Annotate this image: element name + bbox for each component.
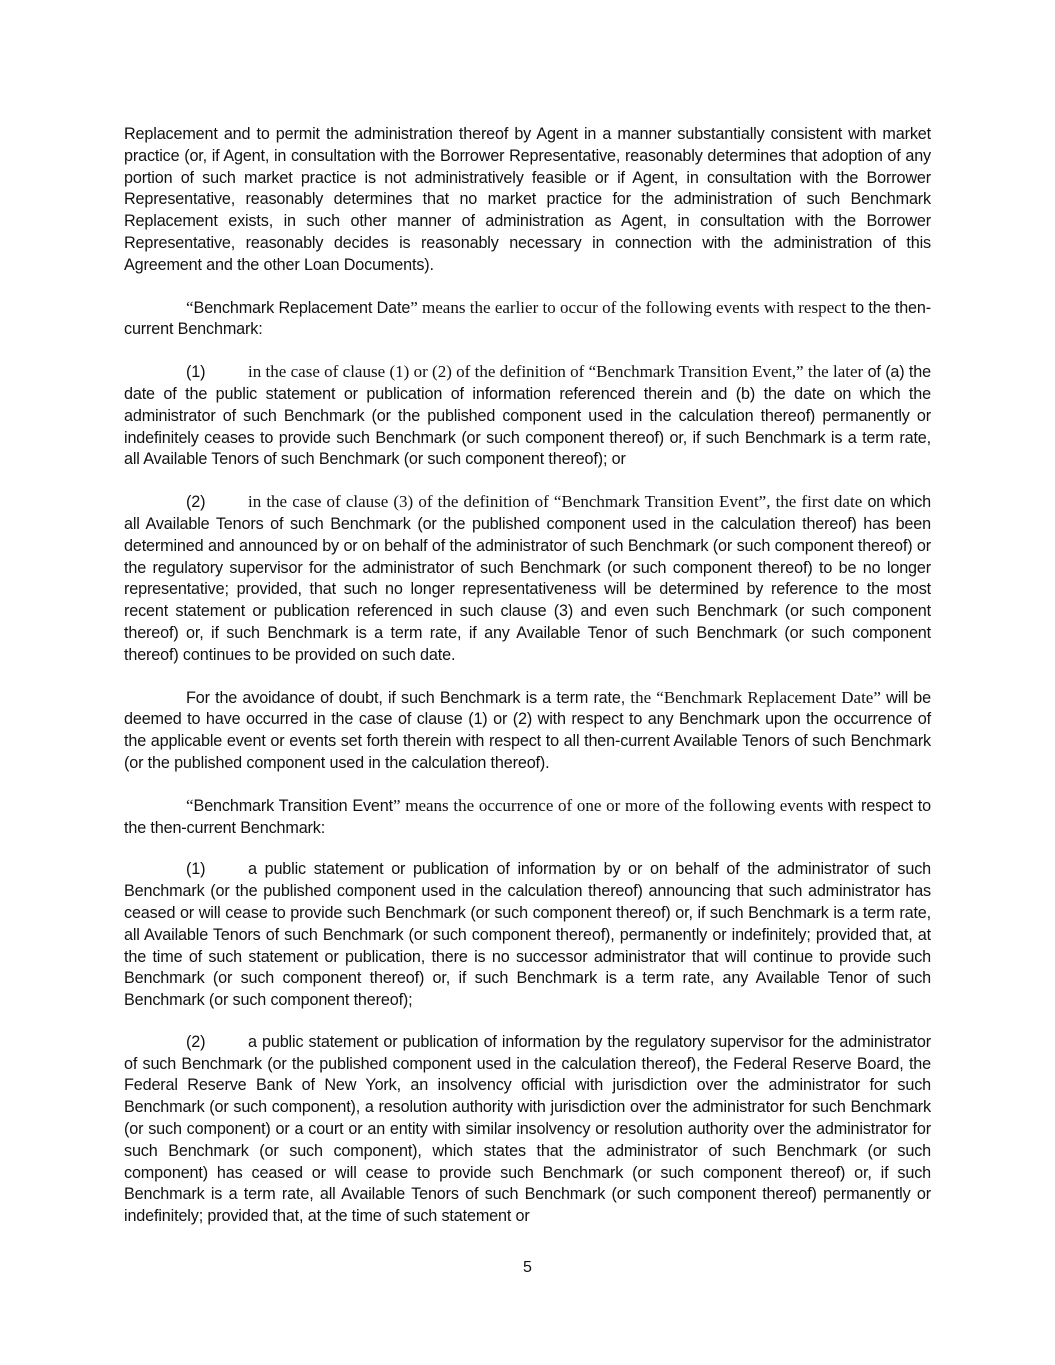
open-quote: “ (186, 795, 194, 815)
document-body (124, 124, 931, 1248)
event-item-1 (124, 859, 931, 1012)
clause-continuation: of (a) the date of the public statement or publication of information referenced therein and (b) the date on which the administrator of such Benchmark (or the published component used in the calculation thereof) permanently or indefinitely ceases to provide such Benchmark (or such component thereof) or, if such Benchmark is a term rate, all Available Tenors of such Benchmark (or such component thereof); or (124, 363, 931, 469)
clause-lead-text: in the case of clause (1) or (2) of the definition of “Benchmark Transition Event,” the later (248, 362, 864, 382)
paragraph-continuation: will be deemed to have occurred in the case of clause (1) or (2) with respect to any Benchmark upon the occurrence of the applicable event or events set forth therein with respect to all then-current Available Tenors of such Benchmark (or the published component used in the calculation thereof). (124, 688, 932, 772)
clause-number: (1) (186, 363, 206, 382)
paragraph-lead: For the avoidance of doubt, if such Benchmark is a term rate, (186, 688, 631, 707)
open-quote: “ (186, 297, 194, 317)
clause-item-1 (124, 361, 931, 471)
clause-item-2 (124, 491, 931, 666)
event-text: a public statement or publication of information by or on behalf of the administrator of such Benchmark (or the published component used in the calculation thereof) announcing that such administrator has ceased or will cease to provide such Benchmark (or such component thereof) or, if such Benchmark is a term rate, all Available Tenors of such Benchmark (or such component thereof), permanently or indefinitely; provided that, at the time of such statement or publication, there is no successor administrator that will continue to provide such Benchmark (or such component thereof) or, if such Benchmark is a term rate, any Available Tenor of such Benchmark (or such component thereof); (124, 860, 931, 1010)
clause-lead-text: in the case of clause (3) of the definition of “Benchmark Transition Event”, the first date (248, 492, 863, 512)
paragraph-replacement-administration (124, 124, 931, 277)
paragraph-text: Replacement and to permit the administration thereof by Agent in a manner substantially consistent with market practice (or, if Agent, in consultation with the Borrower Representative, reasonably determines that adoption of any portion of such market practice is not administratively feasible or if Agent, in consultation with the Borrower Representative, reasonably determines that no market practice for the administration of such Benchmark Replacement exists, in such other manner of administration as Agent, in consultation with the Borrower Representative, reasonably decides is reasonably necessary in connection with the administration of this Agreement and the other Loan Documents). (124, 125, 931, 274)
event-number: (2) (186, 1032, 206, 1051)
event-item-2 (124, 1032, 931, 1228)
definition-lead-text: ” means the earlier to occur of the following events with respect (410, 297, 847, 317)
definition-benchmark-transition-event (124, 795, 931, 840)
defined-term: Benchmark Replacement Date (193, 298, 411, 317)
event-text: a public statement or publication of information by the regulatory supervisor for the administrator of such Benchmark (or the published component used in the calculation thereof), the Federal Reserve Board, the Federal Reserve Bank of New York, an insolvency official with jurisdiction over the administrator for such Benchmark (or such component), a resolution authority with jurisdiction over the administrator for such Benchmark (or such component) or a court or an entity with similar insolvency or resolution authority over the administrator for such Benchmark (or such component), which states that the administrator of such Benchmark (or such component) has ceased or will cease to provide such Benchmark (or such component thereof) or, if such Benchmark is a term rate, all Available Tenors of such Benchmark (or such component thereof) permanently or indefinitely; provided that, at the time of such statement or (124, 1032, 931, 1226)
paragraph-serif-text: the “Benchmark Replacement Date” (630, 687, 881, 707)
defined-term: Benchmark Transition Event (193, 796, 393, 815)
paragraph-avoidance-of-doubt (124, 687, 931, 775)
event-number: (1) (186, 860, 206, 879)
definition-continuation: with respect to the then-current Benchmark: (124, 796, 932, 837)
definition-lead-text: ” means the occurrence of one or more of the following events (392, 795, 824, 815)
page-number: 5 (523, 1259, 532, 1276)
clause-continuation: on which all Available Tenors of such Benchmark (or the published component used in the calculation thereof) has been determined and announced by or on behalf of the administrator of such Benchmark (or such component thereof) or the regulatory supervisor for the administrator of such Benchmark (or such component thereof) to be no longer representative; provided, that such no longer representativeness will be determined by reference to the most recent statement or publication referenced in such clause (3) and even such Benchmark (or such component thereof) or, if such Benchmark is a term rate, if any Available Tenor of such Benchmark (or such component thereof) continues to be provided on such date. (124, 493, 931, 664)
clause-number: (2) (186, 493, 206, 512)
definition-benchmark-replacement-date (124, 297, 931, 342)
definition-continuation: to the then-current Benchmark: (124, 298, 931, 339)
